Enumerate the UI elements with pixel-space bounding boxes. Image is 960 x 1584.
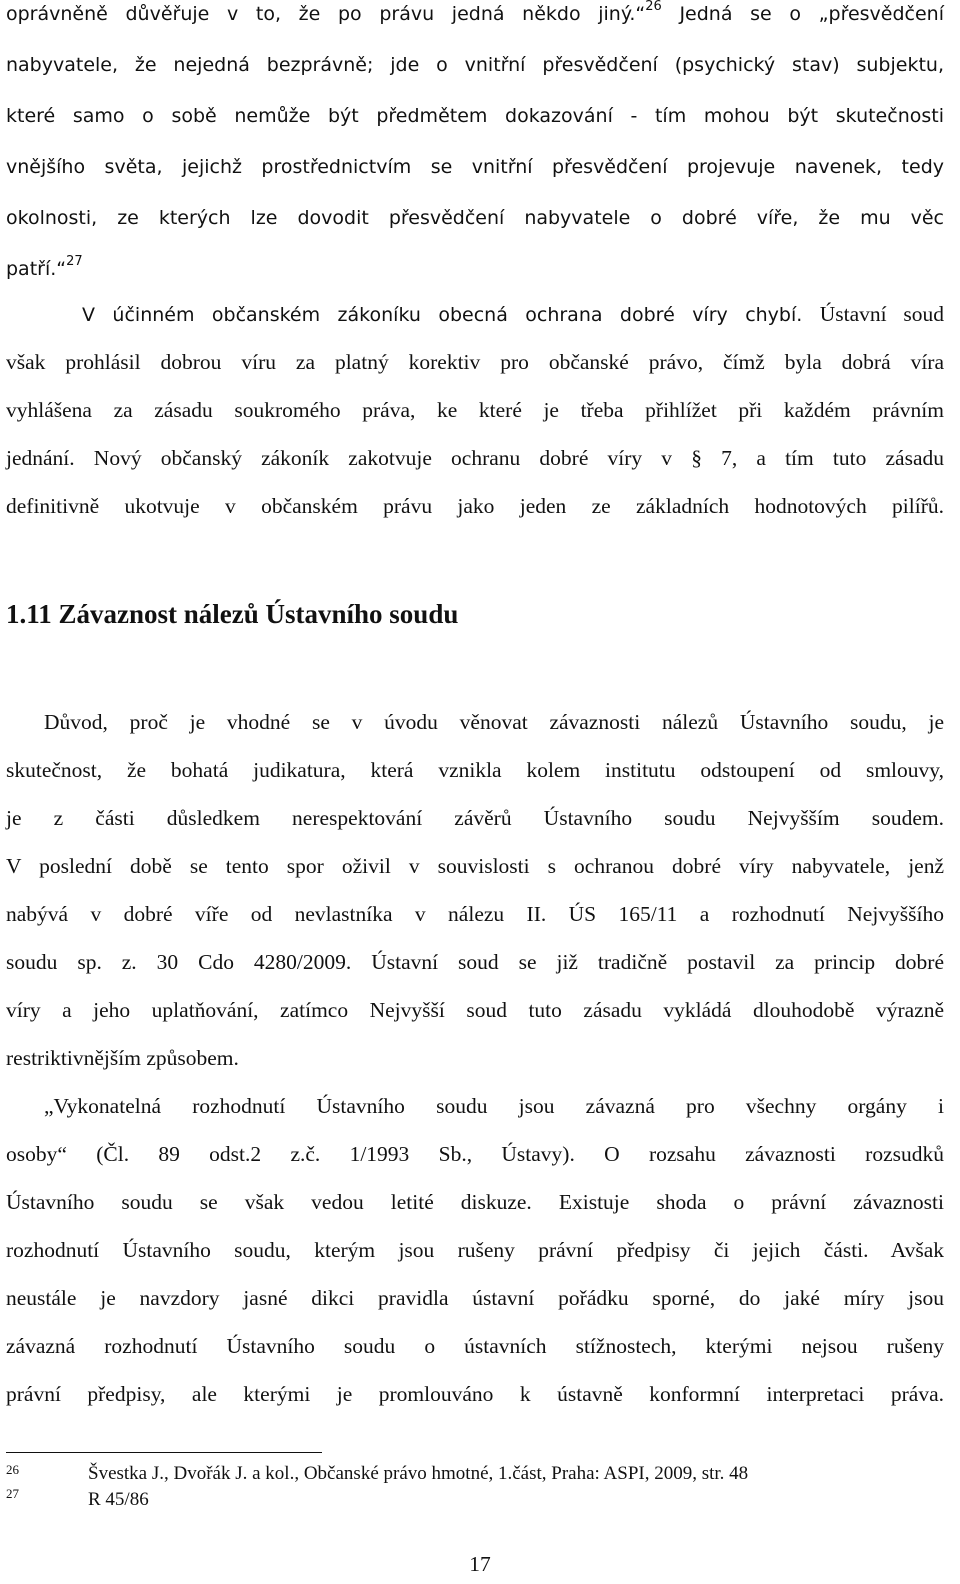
text-line: Důvod, proč je vhodné se v úvodu věnovat závaznosti nálezů Ústavního soudu, je bbox=[44, 710, 944, 734]
text-line: „Vykonatelná rozhodnutí Ústavního soudu jsou závazná pro všechny orgány i bbox=[44, 1094, 944, 1118]
text-line: patří.“$^{27}$ bbox=[6, 254, 83, 280]
text-line: však prohlásil dobrou víru za platný korektiv pro občanské právo, čímž byla dobrá víra bbox=[6, 350, 944, 374]
footnote-number: 26 bbox=[6, 1462, 19, 1477]
text-line: soudu sp. z. 30 Cdo 4280/2009. Ústavní soud se již tradičně postavil za princip dobré bbox=[6, 950, 944, 974]
text-line: skutečnost, že bohatá judikatura, která vznikla kolem institutu odstoupení od smlouvy, bbox=[6, 758, 944, 782]
text-line: jednání. Nový občanský zákoník zakotvuje ochranu dobré víry v § 7, a tím tuto zásadu bbox=[6, 446, 944, 470]
footnote-separator bbox=[6, 1452, 322, 1453]
text-line: definitivně ukotvuje v občanském právu jako jeden ze základních hodnotových pilířů. bbox=[6, 494, 944, 518]
text-line: okolnosti, ze kterých lze dovodit přesvědčení nabyvatele o dobré víře, že mu věc bbox=[6, 207, 944, 229]
text-line: V poslední době se tento spor oživil v souvislosti s ochranou dobré víry nabyvatele, jenž bbox=[6, 854, 944, 878]
page-number: 17 bbox=[469, 1552, 491, 1576]
text-line: je z části důsledkem nerespektování závěrů Ústavního soudu Nejvyšším soudem. bbox=[6, 806, 944, 830]
text-line: které samo o sobě nemůže být předmětem dokazování - tím mohou být skutečnosti bbox=[6, 105, 944, 127]
text-line: nabývá v dobré víře od nevlastníka v nálezu II. ÚS 165/11 a rozhodnutí Nejvyššího bbox=[6, 902, 944, 926]
text-line: Ústavního soudu se však vedou letité diskuze. Existuje shoda o právní závaznosti bbox=[6, 1190, 944, 1214]
text-line: neustále je navzdory jasné dikci pravidla ústavní pořádku sporné, do jaké míry jsou bbox=[6, 1286, 944, 1310]
text-line: víry a jeho uplatňování, zatímco Nejvyšší soud tuto zásadu vykládá dlouhodobě výrazně bbox=[6, 998, 944, 1022]
footnote-ref-26: 26 bbox=[645, 0, 662, 14]
text-line: závazná rozhodnutí Ústavního soudu o ústavních stížnostech, kterými nejsou rušeny bbox=[6, 1334, 944, 1358]
text-line: nabyvatele, že nejedná bezprávně; jde o vnitřní přesvědčení (psychický stav) subjektu, bbox=[6, 54, 944, 76]
text-line: oprávněně důvěřuje v to, že po právu jedná někdo jiný.“$^{26}$ Jedná se o „přesvědčení bbox=[6, 0, 945, 25]
text-line: právní předpisy, ale kterými je promlouváno k ústavně konformní interpretaci práva. bbox=[6, 1382, 944, 1406]
footnote-ref-27: 27 bbox=[66, 254, 83, 269]
text-line: osoby“ (Čl. 89 odst.2 z.č. 1/1993 Sb., Ústavy). O rozsahu závaznosti rozsudků bbox=[6, 1142, 944, 1166]
text-line: vyhlášena za zásadu soukromého práva, ke které je třeba přihlížet při každém právním bbox=[6, 398, 944, 422]
text-line: V účinném občanském zákoníku obecná ochrana dobré víry chybí. Ústavní soud bbox=[82, 302, 944, 326]
text-line: rozhodnutí Ústavního soudu, kterým jsou rušeny právní předpisy či jejich části. Avšak bbox=[6, 1238, 944, 1262]
footnote-text: R 45/86 bbox=[88, 1489, 149, 1510]
footnote-number: 27 bbox=[6, 1486, 19, 1501]
section-heading: 1.11 Závaznost nálezů Ústavního soudu bbox=[6, 599, 459, 629]
footnote-text: Švestka J., Dvořák J. a kol., Občanské právo hmotné, 1.část, Praha: ASPI, 2009, str. 48 bbox=[88, 1463, 749, 1484]
text-line: restriktivnějším způsobem. bbox=[6, 1046, 239, 1070]
text-line: vnějšího světa, jejichž prostřednictvím se vnitřní přesvědčení projevuje navenek, tedy bbox=[6, 156, 944, 178]
